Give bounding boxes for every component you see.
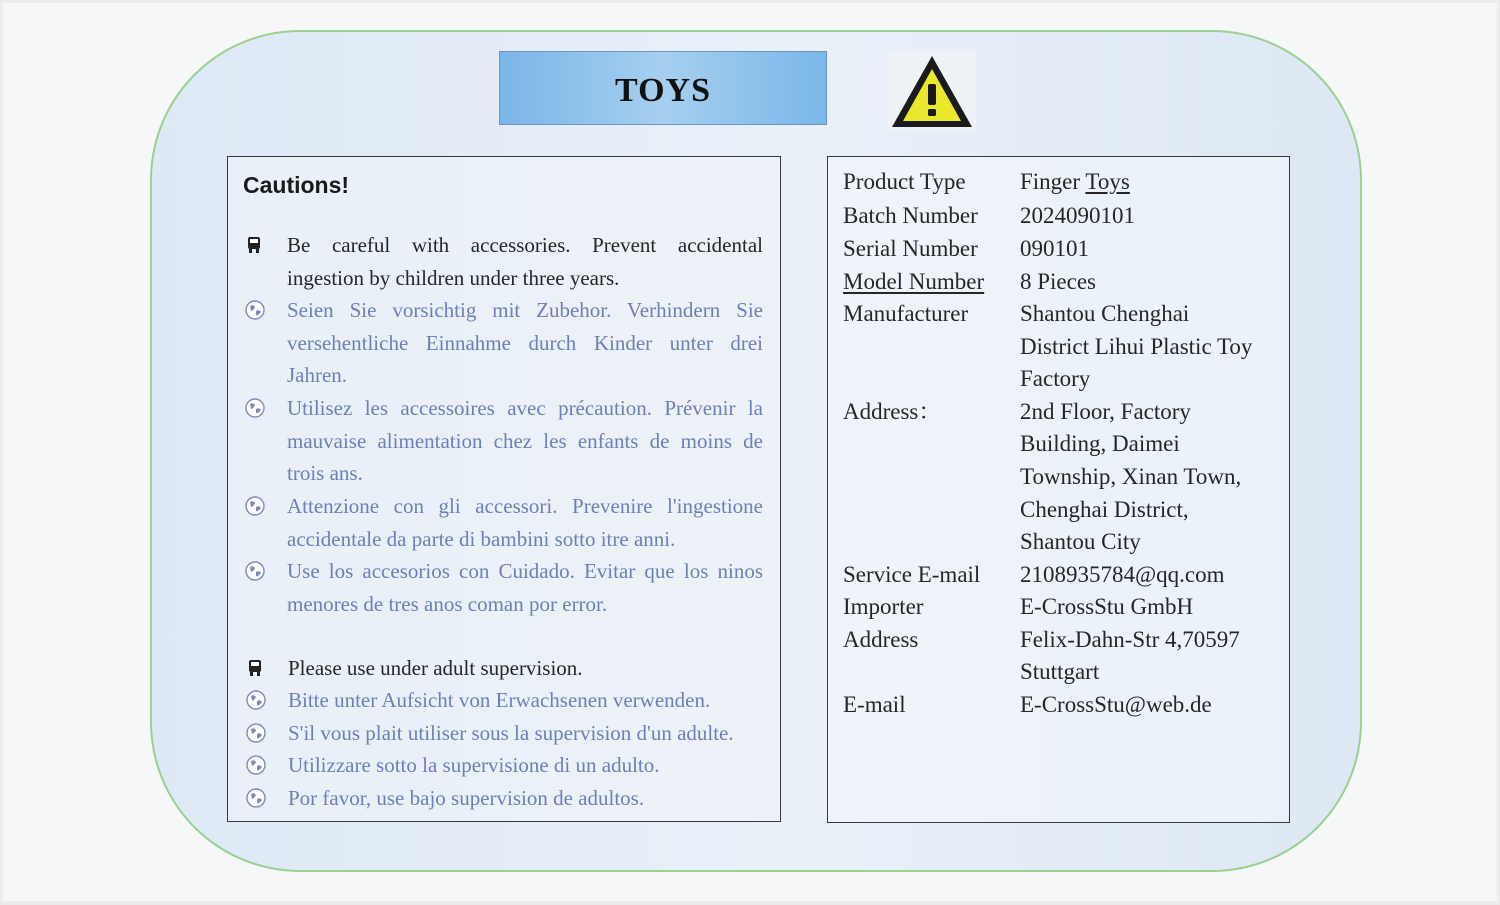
product-type-value: Finger Toys <box>1020 169 1130 194</box>
bus-icon <box>244 657 266 679</box>
manufacturer-line: District Lihui Plastic Toy <box>1020 334 1253 359</box>
caution-accessories-fr: Utilisez les accessoires avec précaution. Prévenir la mauvaise alimentation chez les enfants de moins de trois ans. <box>287 396 763 486</box>
globe-icon <box>245 787 267 809</box>
globe-icon <box>244 397 266 419</box>
batch-number-value: 2024090101 <box>1020 203 1135 228</box>
manufacturer-label: Manufacturer <box>843 301 969 326</box>
manufacturer-line: Factory <box>1020 366 1091 391</box>
serial-number-label: Serial Number <box>843 236 978 261</box>
caution-accessories-de: Seien Sie vorsichtig mit Zubehor. Verhindern Sie versehentliche Einnahme durch Kinder unter drei Jahren. <box>287 298 763 388</box>
product-type-label: Product Type <box>843 169 966 194</box>
caution-supervision-fr: S'il vous plait utiliser sous la supervision d'un adulte. <box>288 721 734 745</box>
warning-triangle-icon <box>888 50 976 130</box>
address-line: 2nd Floor, Factory <box>1020 399 1191 424</box>
importer-address-line: Stuttgart <box>1020 659 1100 684</box>
caution-accessories-it: Attenzione con gli accessori. Prevenire l'ingestione accidentale da parte di bambini sotto itre anni. <box>287 494 763 551</box>
importer-email-value: E-CrossStu@web.de <box>1020 692 1212 717</box>
globe-icon <box>244 299 266 321</box>
title-banner <box>499 51 827 125</box>
globe-icon <box>245 754 267 776</box>
importer-label: Importer <box>843 594 924 619</box>
manufacturer-line: Shantou Chenghai <box>1020 301 1190 326</box>
title: TOYS <box>615 72 711 109</box>
service-email-value: 2108935784@qq.com <box>1020 562 1225 587</box>
importer-address-line: Felix-Dahn-Str 4,70597 <box>1020 627 1240 652</box>
serial-number-value: 090101 <box>1020 236 1089 261</box>
address-line: Chenghai District, <box>1020 497 1189 522</box>
caution-supervision-de: Bitte unter Aufsicht von Erwachsenen verwenden. <box>288 688 711 712</box>
caution-accessories-es: Use los accesorios con Cuidado. Evitar que los ninos menores de tres anos coman por error. <box>287 559 763 616</box>
importer-email-label: E-mail <box>843 692 906 717</box>
service-email-label: Service E-mail <box>843 562 981 587</box>
caution-supervision-it: Utilizzare sotto la supervisione di un adulto. <box>288 753 660 777</box>
address-line: Township, Xinan Town, <box>1020 464 1242 489</box>
importer-address-label: Address <box>843 627 919 652</box>
model-number-label: Model Number <box>843 269 985 294</box>
bus-icon <box>243 234 265 256</box>
cautions-heading: Cautions! <box>243 172 350 198</box>
globe-icon <box>244 560 266 582</box>
caution-supervision-en: Please use under adult supervision. <box>288 656 583 680</box>
address-label: Address： <box>843 399 942 424</box>
model-number-value: 8 Pieces <box>1020 269 1097 294</box>
caution-accessories-en: Be careful with accessories. Prevent accidental ingestion by children under three years. <box>287 233 763 290</box>
globe-icon <box>244 495 266 517</box>
caution-supervision-es: Por favor, use bajo supervision de adultos. <box>288 786 645 810</box>
globe-icon <box>245 722 267 744</box>
address-line: Building, Daimei <box>1020 431 1180 456</box>
batch-number-label: Batch Number <box>843 203 978 228</box>
globe-icon <box>245 689 267 711</box>
importer-value: E-CrossStu GmbH <box>1020 594 1194 619</box>
address-line: Shantou City <box>1020 529 1141 554</box>
